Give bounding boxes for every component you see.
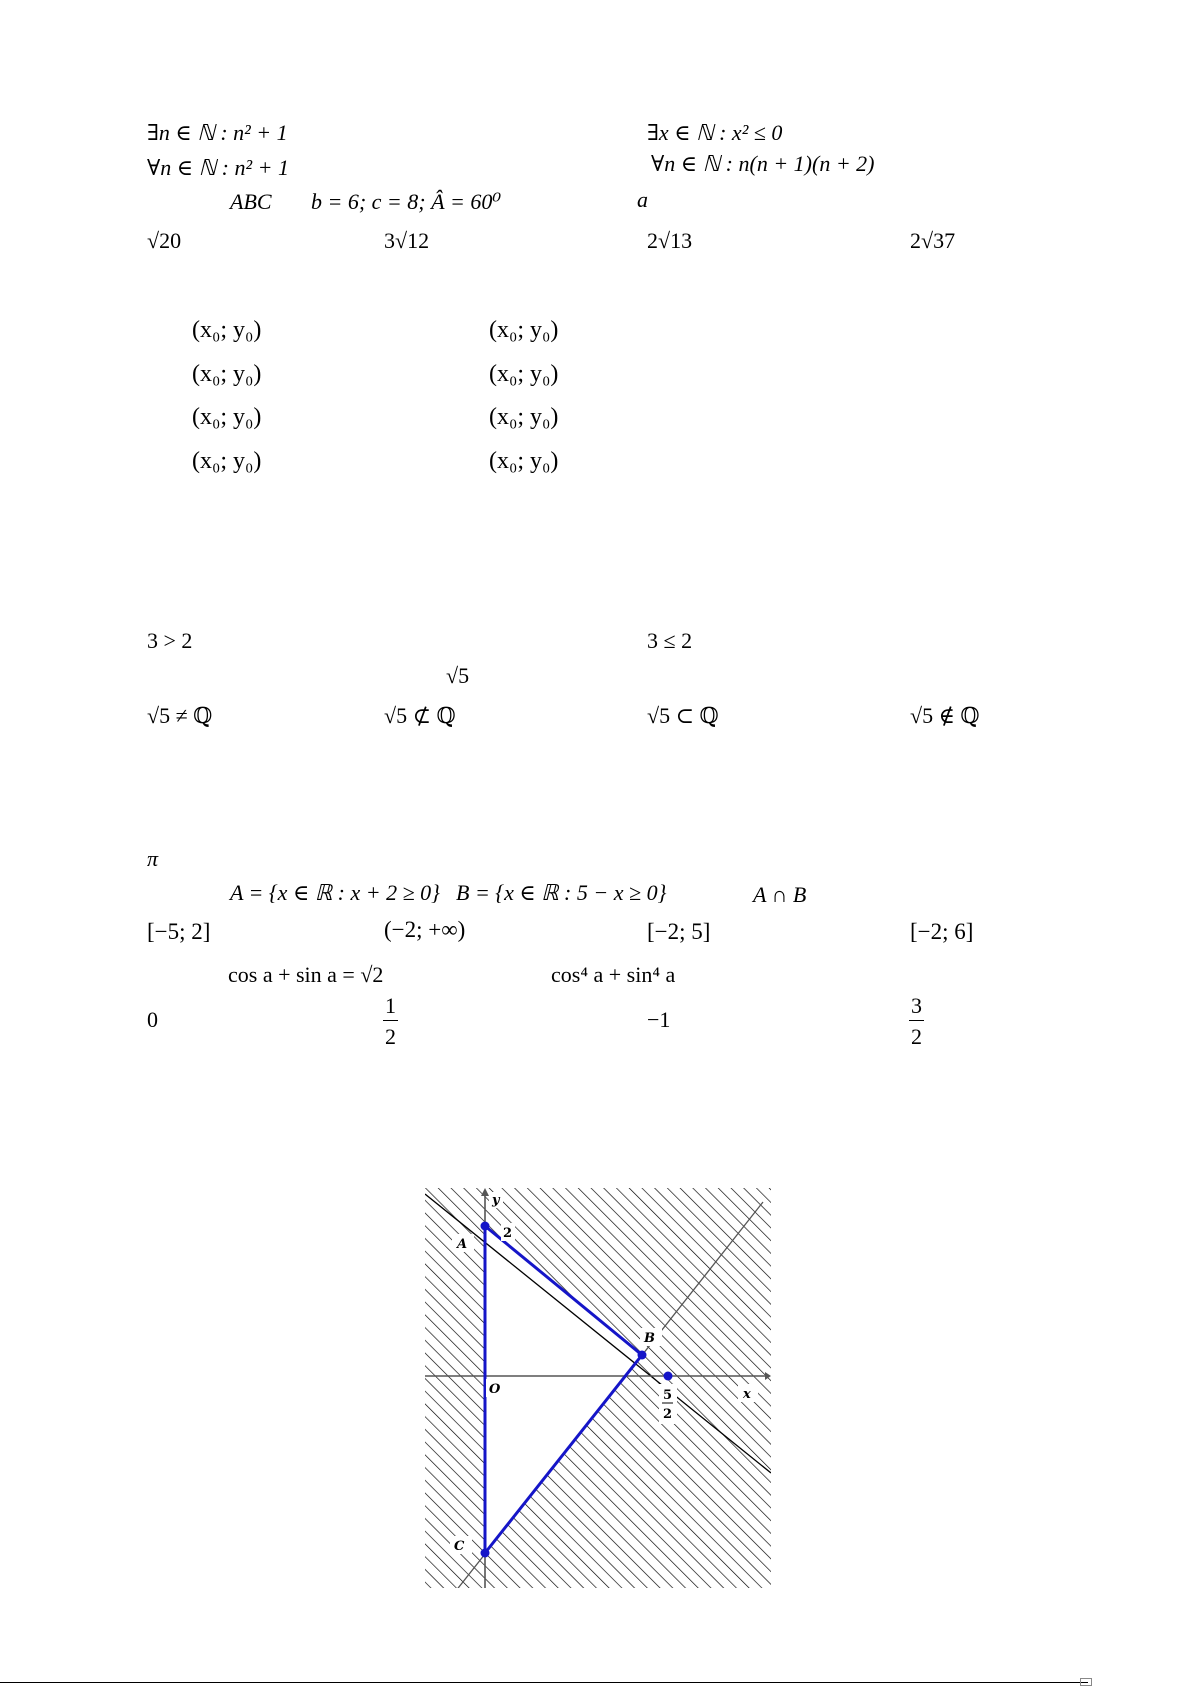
q5-option-b — [383, 995, 398, 1048]
label-point-c: C — [454, 1539, 465, 1554]
page-footer-rule — [0, 1682, 1088, 1683]
region-figure — [425, 1188, 771, 1588]
label-five-num: 5 — [663, 1388, 673, 1403]
q2-option-c: 2√13 — [647, 228, 693, 253]
q3-statement-b: 3 ≤ 2 — [647, 628, 693, 653]
q4-set-b: B = {x ∈ ℝ : 5 − x ≥ 0} — [456, 880, 667, 905]
q2-option-b: 3√12 — [384, 228, 430, 253]
point-label: (x₀; y₀) — [192, 361, 262, 387]
q2-option-d: 2√37 — [910, 228, 956, 253]
q1-option-a: ∃n ∈ ℕ : n² + 1 — [147, 120, 288, 145]
fraction-denominator: 2 — [911, 1024, 922, 1049]
point-five-halves — [664, 1372, 673, 1381]
q4-option-c: [−2; 5] — [647, 919, 711, 944]
label-point-b: B — [644, 1331, 655, 1346]
q2-unknown-side: a — [637, 187, 648, 212]
q5-option-a: 0 — [147, 1007, 158, 1032]
q2-option-a: √20 — [147, 228, 182, 253]
region-svg — [425, 1188, 771, 1588]
point-label: (x₀; y₀) — [192, 448, 262, 474]
q2-given-values: b = 6; c = 8; Â = 60⁰ — [311, 189, 502, 214]
point-b — [638, 1351, 647, 1360]
q1-option-d: ∀n ∈ ℕ : n(n + 1)(n + 2) — [651, 151, 875, 176]
point-label: (x₀; y₀) — [192, 317, 262, 343]
q3-option-b: √5 ⊄ ℚ — [384, 703, 456, 728]
label-point-a: A — [457, 1237, 468, 1252]
q3-option-a: √5 ≠ ℚ — [147, 703, 213, 728]
label-five-den: 2 — [663, 1407, 673, 1422]
fraction-denominator: 2 — [385, 1024, 396, 1049]
point-label: (x₀; y₀) — [489, 361, 559, 387]
q3-option-c: √5 ⊂ ℚ — [647, 703, 719, 728]
point-label: (x₀; y₀) — [489, 317, 559, 343]
point-a — [481, 1222, 490, 1231]
q3-stem-sqrt5: √5 — [446, 663, 470, 688]
q5-ask: cos⁴ a + sin⁴ a — [551, 962, 676, 987]
y-axis-label: y — [492, 1193, 500, 1208]
label-origin: O — [489, 1382, 501, 1397]
q5-option-c: −1 — [647, 1007, 671, 1032]
q4-option-d: [−2; 6] — [910, 919, 974, 944]
q4-set-a: A = {x ∈ ℝ : x + 2 ≥ 0} — [230, 880, 440, 905]
label-two: 2 — [503, 1226, 513, 1241]
x-axis-label: x — [743, 1387, 751, 1402]
q4-pi: π — [147, 846, 159, 871]
point-c — [481, 1549, 490, 1558]
q5-given: cos a + sin a = √2 — [228, 962, 384, 987]
fraction-numerator: 3 — [909, 995, 924, 1021]
q2-triangle-name: ABC — [230, 189, 272, 214]
q3-option-d: √5 ∉ ℚ — [910, 703, 980, 728]
point-label: (x₀; y₀) — [489, 404, 559, 430]
q4-intersection: A ∩ B — [753, 882, 807, 907]
q4-option-a: [−5; 2] — [147, 919, 211, 944]
point-label: (x₀; y₀) — [489, 448, 559, 474]
q4-option-b: (−2; +∞) — [384, 917, 466, 942]
q5-option-d — [909, 995, 924, 1048]
fraction-numerator: 1 — [383, 995, 398, 1021]
q1-option-c: ∀n ∈ ℕ : n² + 1 — [147, 155, 289, 180]
q3-statement-a: 3 > 2 — [147, 628, 193, 653]
point-label: (x₀; y₀) — [192, 404, 262, 430]
q1-option-b: ∃x ∈ ℕ : x² ≤ 0 — [647, 120, 783, 145]
